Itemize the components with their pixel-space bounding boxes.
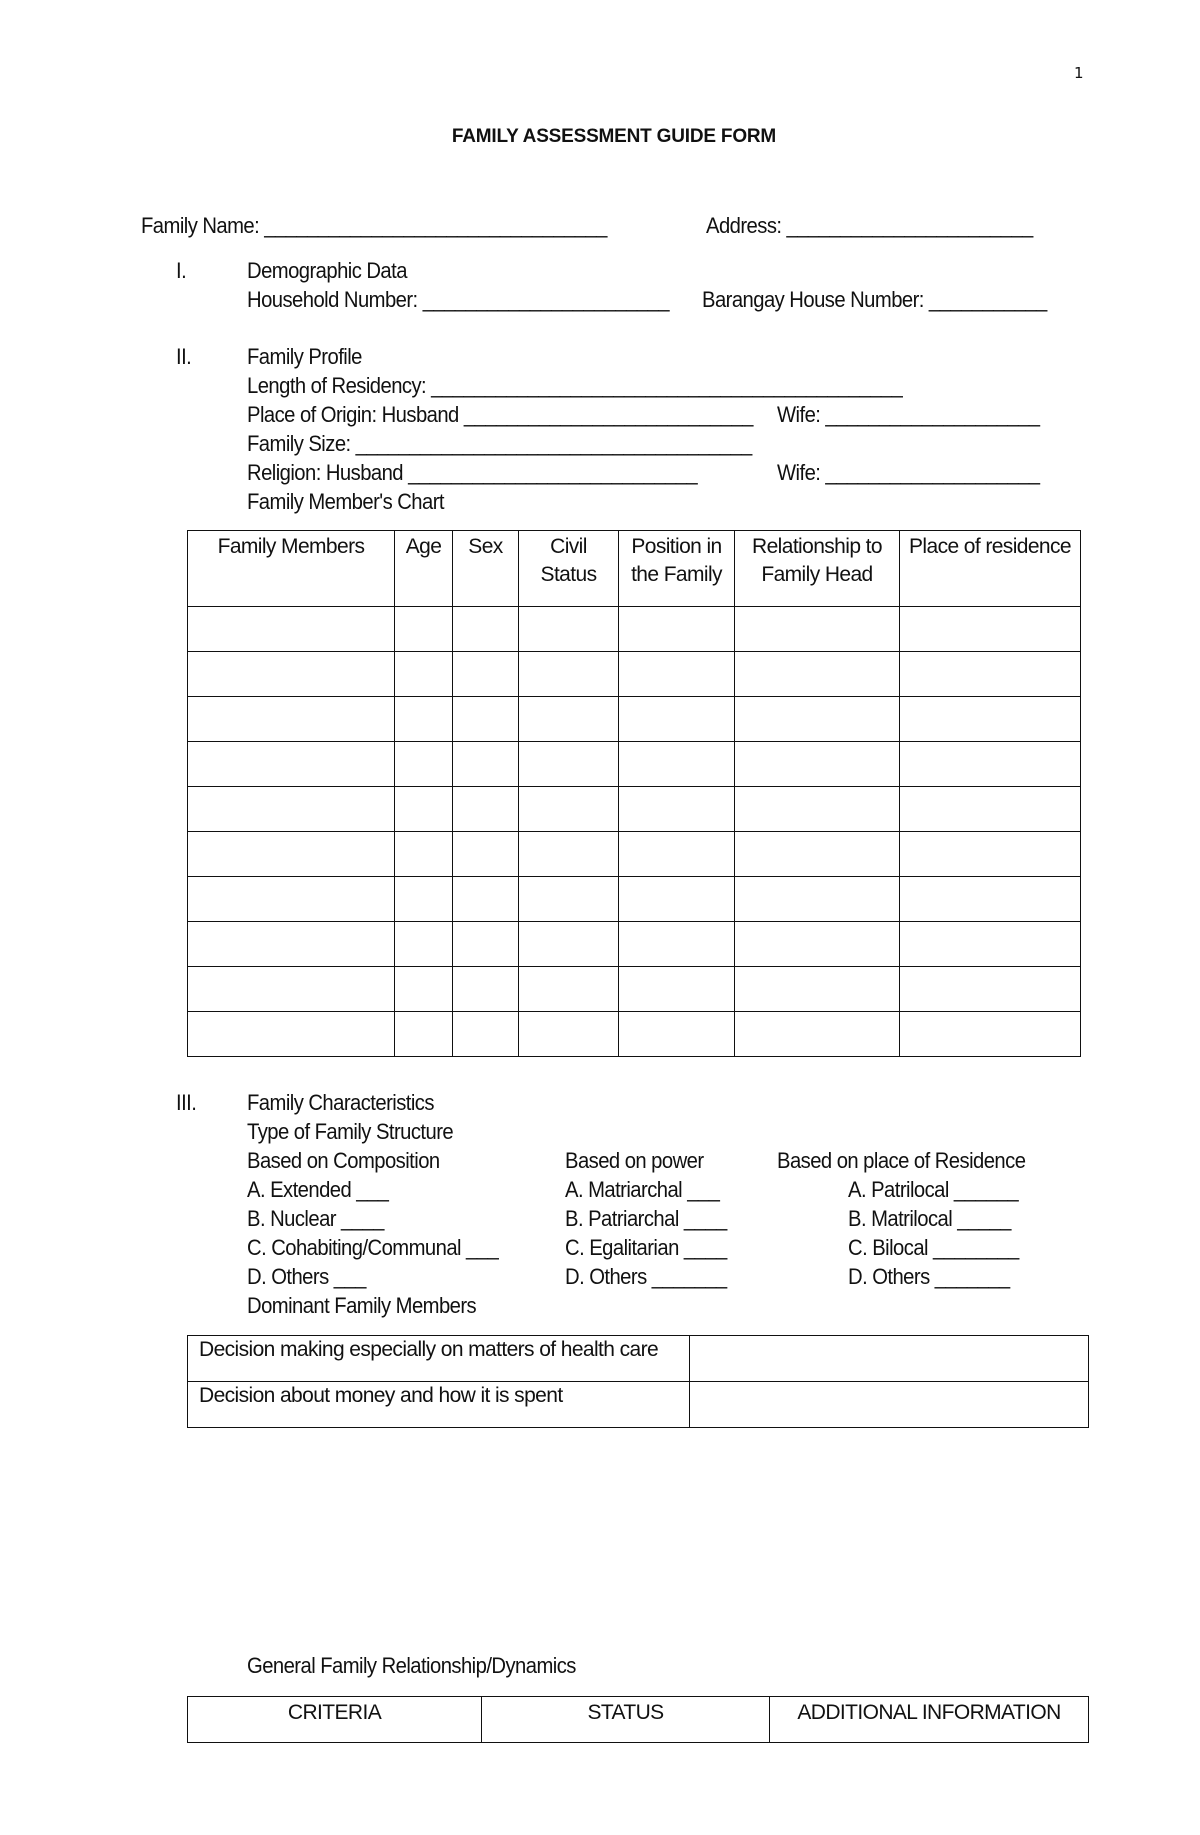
decision-money-label: Decision about money and how it is spent [188, 1382, 690, 1428]
decision-table [187, 1335, 1089, 1428]
composition-extended-option[interactable]: A. Extended ___ [247, 1177, 389, 1202]
power-label: Based on power [565, 1148, 704, 1173]
table-row [188, 967, 1081, 1012]
length-of-residency-field[interactable]: Length of Residency: ____________________________________________ [247, 373, 903, 398]
table-row [188, 1382, 1089, 1428]
table-row [188, 742, 1081, 787]
col-sex: Sex [453, 531, 519, 607]
residence-others-option[interactable]: D. Others _______ [848, 1264, 1010, 1289]
section-2-heading: Family Profile [247, 344, 362, 369]
col-age: Age [395, 531, 453, 607]
family-name-field[interactable]: Family Name: ________________________________ [141, 213, 607, 238]
table-row [188, 697, 1081, 742]
page-title: FAMILY ASSESSMENT GUIDE FORM [451, 126, 777, 147]
col-civil-status: Civil Status [519, 531, 619, 607]
composition-label: Based on Composition [247, 1148, 440, 1173]
section-3-number: III. [176, 1090, 197, 1115]
power-matriarchal-option[interactable]: A. Matriarchal ___ [565, 1177, 720, 1202]
table-row [188, 877, 1081, 922]
religion-wife-field[interactable]: Wife: ____________________ [777, 460, 1040, 485]
dominant-members-label: Dominant Family Members [247, 1293, 477, 1318]
religion-husband-field[interactable]: Religion: Husband ___________________________ [247, 460, 698, 485]
col-additional-information: ADDITIONAL INFORMATION [770, 1697, 1089, 1743]
section-3-heading: Family Characteristics [247, 1090, 434, 1115]
composition-nuclear-option[interactable]: B. Nuclear ____ [247, 1206, 384, 1231]
table-row [188, 1336, 1089, 1382]
page-number: 1 [1074, 64, 1084, 82]
col-relationship: Relationship to Family Head [735, 531, 900, 607]
general-relationship-label: General Family Relationship/Dynamics [247, 1653, 576, 1678]
residence-label: Based on place of Residence [777, 1148, 1026, 1173]
power-patriarchal-option[interactable]: B. Patriarchal ____ [565, 1206, 727, 1231]
composition-cohabiting-option[interactable]: C. Cohabiting/Communal ___ [247, 1235, 499, 1260]
decision-health-care-label: Decision making especially on matters of health care [188, 1336, 690, 1382]
table-row [188, 787, 1081, 832]
col-place-of-residence: Place of residence [900, 531, 1081, 607]
composition-others-option[interactable]: D. Others ___ [247, 1264, 366, 1289]
table-header-row [188, 531, 1081, 607]
col-status: STATUS [482, 1697, 770, 1743]
residence-bilocal-option[interactable]: C. Bilocal ________ [848, 1235, 1019, 1260]
family-structure-type-label: Type of Family Structure [247, 1119, 454, 1144]
barangay-house-number-field[interactable]: Barangay House Number: ___________ [702, 287, 1047, 312]
col-family-members: Family Members [188, 531, 395, 607]
table-row [188, 607, 1081, 652]
power-others-option[interactable]: D. Others _______ [565, 1264, 727, 1289]
table-row [188, 652, 1081, 697]
table-row [188, 832, 1081, 877]
address-field[interactable]: Address: _______________________ [706, 213, 1033, 238]
table-row [188, 1012, 1081, 1057]
section-2-number: II. [176, 344, 192, 369]
place-of-origin-wife-field[interactable]: Wife: ____________________ [777, 402, 1040, 427]
col-position: Position in the Family [619, 531, 735, 607]
col-criteria: CRITERIA [188, 1697, 482, 1743]
criteria-table [187, 1696, 1089, 1743]
family-members-table [187, 530, 1081, 1057]
place-of-origin-husband-field[interactable]: Place of Origin: Husband ___________________________ [247, 402, 753, 427]
decision-money-value[interactable] [690, 1382, 1089, 1428]
section-1-number: I. [176, 258, 187, 283]
section-1-heading: Demographic Data [247, 258, 407, 283]
residence-matrilocal-option[interactable]: B. Matrilocal _____ [848, 1206, 1011, 1231]
table-row [188, 922, 1081, 967]
decision-health-care-value[interactable] [690, 1336, 1089, 1382]
residence-patrilocal-option[interactable]: A. Patrilocal ______ [848, 1177, 1019, 1202]
power-egalitarian-option[interactable]: C. Egalitarian ____ [565, 1235, 727, 1260]
table-header-row [188, 1697, 1089, 1743]
household-number-field[interactable]: Household Number: _______________________ [247, 287, 669, 312]
family-size-field[interactable]: Family Size: _____________________________________ [247, 431, 752, 456]
family-member-chart-label: Family Member's Chart [247, 489, 444, 514]
